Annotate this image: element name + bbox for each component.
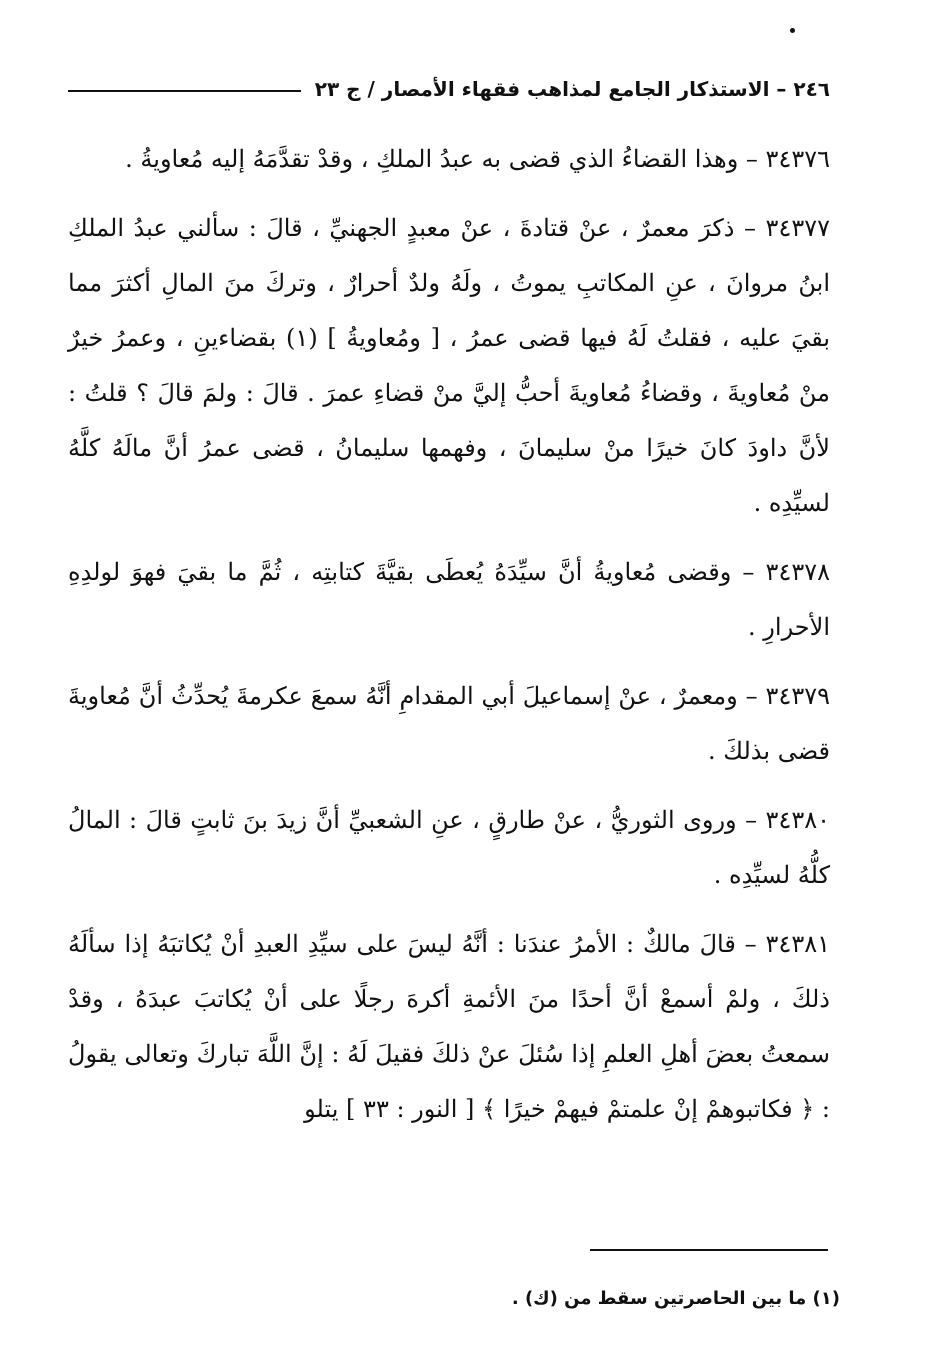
ink-dot <box>790 28 795 33</box>
footnote-separator <box>590 1249 828 1251</box>
header-title: ٢٤٦ – الاستذكار الجامع لمذاهب فقهاء الأمصار / ج ٢٣ <box>314 77 830 101</box>
paragraph-34379: ٣٤٣٧٩ – ومعمرٌ ، عنْ إسماعيلَ أبي المقدامِ أنَّهُ سمعَ عكرمةَ يُحدِّثُ أنَّ مُعاويةَ قضى بذلكَ . <box>68 682 830 765</box>
main-text <box>68 132 830 1151</box>
header-rule <box>68 90 301 92</box>
running-header <box>68 72 830 106</box>
paragraph-34380: ٣٤٣٨٠ – وروى الثوريُّ ، عنْ طارقٍ ، عنِ الشعبيِّ أنَّ زيدَ بنَ ثابتٍ قالَ : المالُ كلُّهُ لسيِّدِه . <box>68 806 830 889</box>
paragraph-34377: ٣٤٣٧٧ – ذكرَ معمرٌ ، عنْ قتادةَ ، عنْ معبدٍ الجهنيِّ ، قالَ : سألني عبدُ الملكِ ابنُ مروانَ ، عنِ المكاتبِ يموتُ ، ولَهُ ولدٌ أحرارٌ ، وتركَ منَ المالِ أكثرَ مما بقيَ عليه ، فقلتُ لَهُ فيها قضى عمرُ ، [ ومُعاويةُ ] (١) بقضاءينِ ، وعمرُ خيرٌ منْ مُعاويةَ ، وقضاءُ مُعاويةَ أحبُّ إليَّ منْ قضاءِ عمرَ . قالَ : ولمَ قالَ ؟ قلتُ : لأنَّ داودَ كانَ خيرًا منْ سليمانَ ، وفهمها سليمانُ ، قضى عمرُ أنَّ مالَهُ كلَّهُ لسيِّدِه . <box>68 214 831 517</box>
paragraph-34381: ٣٤٣٨١ – قالَ مالكٌ : الأمرُ عندَنا : أنَّهُ ليسَ على سيِّدِ العبدِ أنْ يُكاتبَهُ إذا سألَهُ ذلكَ ، ولمْ أسمعْ أنَّ أحدًا منَ الأئمةِ أكرهَ رجلًا على أنْ يُكاتبَ عبدَهُ ، وقدْ سمعتُ بعضَ أهلِ العلمِ إذا سُئلَ عنْ ذلكَ فقيلَ لَهُ : إنَّ اللَّهَ تباركَ وتعالى يقولُ : ﴿ فكاتبوهمْ إنْ علمتمْ فيهمْ خيرًا ﴾ [ النور : ٣٣ ] يتلو <box>68 930 831 1123</box>
paragraph-34376: ٣٤٣٧٦ – وهذا القضاءُ الذي قضى به عبدُ الملكِ ، وقدْ تقدَّمَهُ إليه مُعاويةُ . <box>125 145 830 173</box>
footnote: (١) ما بين الحاصرتين سقط من (ك) . <box>511 1288 840 1309</box>
paragraph-34378: ٣٤٣٧٨ – وقضى مُعاويةُ أنَّ سيِّدَهُ يُعطَى بقيَّةَ كتابتِه ، ثُمَّ ما بقيَ فهوَ لولدِهِ الأحرارِ . <box>68 558 830 641</box>
